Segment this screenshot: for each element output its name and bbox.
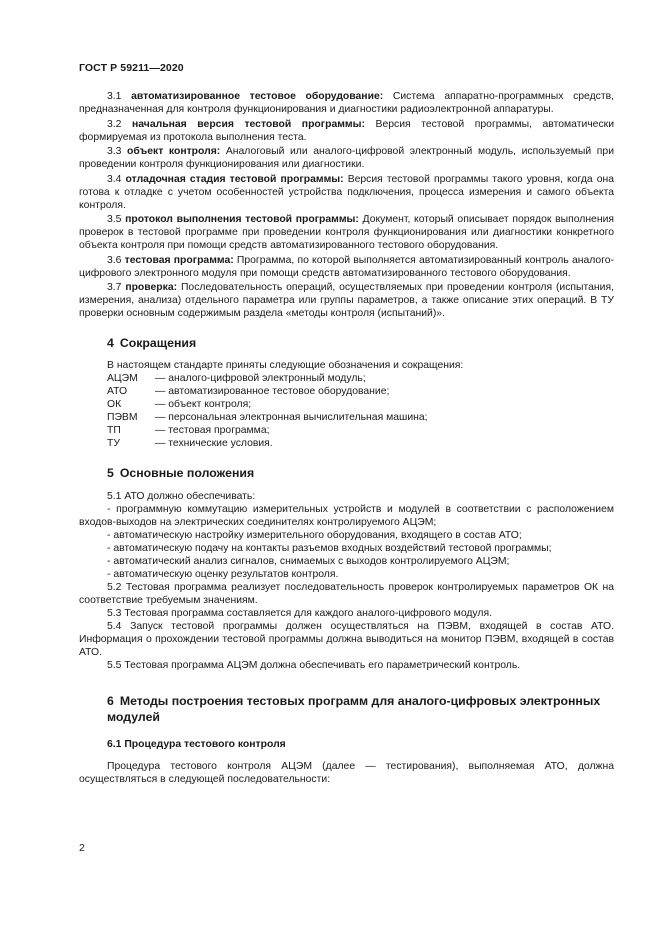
- definition-text: Система аппаратно-программных средств, предназначенная для контроля функционирования и диагностики радиоэлектронной аппаратуры.: [79, 91, 615, 115]
- definition-term: объект контроля:: [127, 146, 221, 157]
- section-5-4: 5.4 Запуск тестовой программы должен осуществляться на ПЭВМ, входящей в состав АТО. Информация о прохождении тестовой программы должна выводиться на монитор ПЭВМ, входящей в состав АТО.: [79, 620, 614, 658]
- abbreviation: АТО: [107, 385, 128, 397]
- abbreviation: ТП: [107, 424, 121, 436]
- section-5-1-list: [79, 503, 614, 581]
- definition-number: 3.7: [107, 282, 122, 293]
- abbreviation-row: [79, 372, 614, 385]
- section-6-1-heading: 6.1 Процедура тестового контроля: [107, 738, 286, 750]
- list-item: - автоматическую настройку измерительного оборудования, входящего в состав АТО;: [107, 529, 522, 541]
- definition-term: начальная версия тестовой программы:: [132, 118, 365, 130]
- abbreviation-description: — тестовая программа;: [155, 424, 270, 436]
- definition-text: Версия тестовой программы такого уровня, когда она готова к отладке с учетом особенностей устройства подключения, процесса измерения и самого объекта контроля.: [79, 173, 615, 211]
- section-6-heading: 6 Методы построения тестовых программ для аналого-цифровых электронных модулей: [107, 693, 601, 724]
- definition-text: Версия тестовой программы, автоматически формируемая из протокола выполнения теста.: [79, 118, 614, 143]
- definition-3.3: [79, 145, 614, 171]
- abbreviation-description: — технические условия.: [155, 437, 273, 449]
- definition-3.7: [79, 281, 614, 320]
- definition-number: 3.3: [107, 146, 122, 157]
- definition-3.6: [79, 254, 614, 280]
- section-5-heading: 5 Основные положения: [107, 465, 255, 480]
- definition-3.4: [79, 173, 614, 212]
- definition-number: 3.4: [107, 173, 122, 185]
- abbreviation: АЦЭМ: [107, 372, 138, 384]
- definition-number: 3.2: [107, 118, 122, 130]
- abbreviation: ТУ: [107, 437, 120, 449]
- list-item: - автоматическую подачу на контакты разъемов входных воздействий тестовой программы;: [107, 542, 552, 554]
- list-item: - автоматический анализ сигналов, снимаемых с выходов контролируемого АЦЭМ;: [107, 555, 510, 567]
- definition-text: Программа, по которой выполняется автоматизированный контроль аналого-цифрового электронного модуля при помощи средств автоматизированного тестового оборудования.: [79, 254, 614, 279]
- section-4-intro: В настоящем стандарте приняты следующие обозначения и сокращения:: [107, 359, 464, 371]
- page-number: 2: [79, 842, 85, 854]
- abbreviation-row: [79, 424, 614, 437]
- document-header: ГОСТ Р 59211—2020: [79, 62, 184, 74]
- definition-number: 3.1: [107, 91, 122, 102]
- abbreviation-row: [79, 411, 614, 424]
- definition-term: проверка:: [125, 282, 178, 293]
- section-6-1-paragraph: Процедура тестового контроля АЦЭМ (далее — тестирования), выполняемая АТО, должна осуществляться в следующей последовательности:: [79, 760, 614, 785]
- definition-text: Последовательность операций, осуществляемых при проведении контроля (испытания, измерения, анализа) отдельного параметра или группы параметров, а также описание этих операций. В ТУ проверки основным содержимым раздела «методы контроля (испытаний)».: [79, 282, 614, 319]
- definition-term: протокол выполнения тестовой программы:: [125, 214, 359, 225]
- abbreviation-description: — объект контроля;: [155, 398, 252, 410]
- definition-term: автоматизированное тестовое оборудование:: [131, 91, 384, 102]
- abbreviation-description: — аналого-цифровой электронный модуль;: [155, 372, 366, 384]
- abbreviation-row: [79, 385, 614, 398]
- section-5-1: 5.1 АТО должно обеспечивать:: [107, 490, 256, 502]
- definition-number: 3.6: [107, 254, 122, 266]
- abbreviation-row: [79, 437, 614, 450]
- definition-3.1: [79, 90, 614, 116]
- definitions-list: [79, 90, 614, 320]
- abbreviation-row: [79, 398, 614, 411]
- section-5-5: 5.5 Тестовая программа АЦЭМ должна обеспечивать его параметрический контроль.: [107, 659, 521, 671]
- definition-term: отладочная стадия тестовой программы:: [125, 173, 344, 185]
- definition-3.2: [79, 118, 614, 144]
- definition-number: 3.5: [107, 214, 122, 225]
- document-body: [79, 90, 614, 786]
- definition-term: тестовая программа:: [124, 254, 234, 266]
- definition-3.5: [79, 213, 614, 252]
- abbreviation: ПЭВМ: [107, 411, 138, 423]
- section-5-3: 5.3 Тестовая программа составляется для каждого аналого-цифрового модуля.: [107, 607, 492, 619]
- list-item: - автоматическую оценку результатов контроля.: [107, 568, 339, 580]
- definition-text: Документ, который описывает порядок выполнения проверок в тестовой программе при проведении контроля функционирования или диагностики конкретного объекта контроля при помощи средств автоматизированного тестового оборудования.: [79, 214, 615, 251]
- abbreviation-description: — автоматизированное тестовое оборудование;: [155, 385, 390, 397]
- abbreviation: ОК: [107, 398, 122, 410]
- section-4-heading: 4 Сокращения: [107, 335, 197, 350]
- list-item: - программную коммутацию измерительных устройств и модулей в соответствии с расположением входов-выходов на электрических соединителях контролируемого АЦЭМ;: [79, 503, 614, 528]
- section-5-2: 5.2 Тестовая программа реализует последовательность проверок контролируемых параметров ОК на соответствие требуемым значениям.: [79, 581, 614, 606]
- abbreviation-description: — персональная электронная вычислительная машина;: [155, 411, 428, 423]
- abbreviations-list: [79, 372, 614, 450]
- definition-text: Аналоговый или аналого-цифровой электронный модуль, используемый при проведении контроля функционирования или диагностики.: [79, 146, 614, 170]
